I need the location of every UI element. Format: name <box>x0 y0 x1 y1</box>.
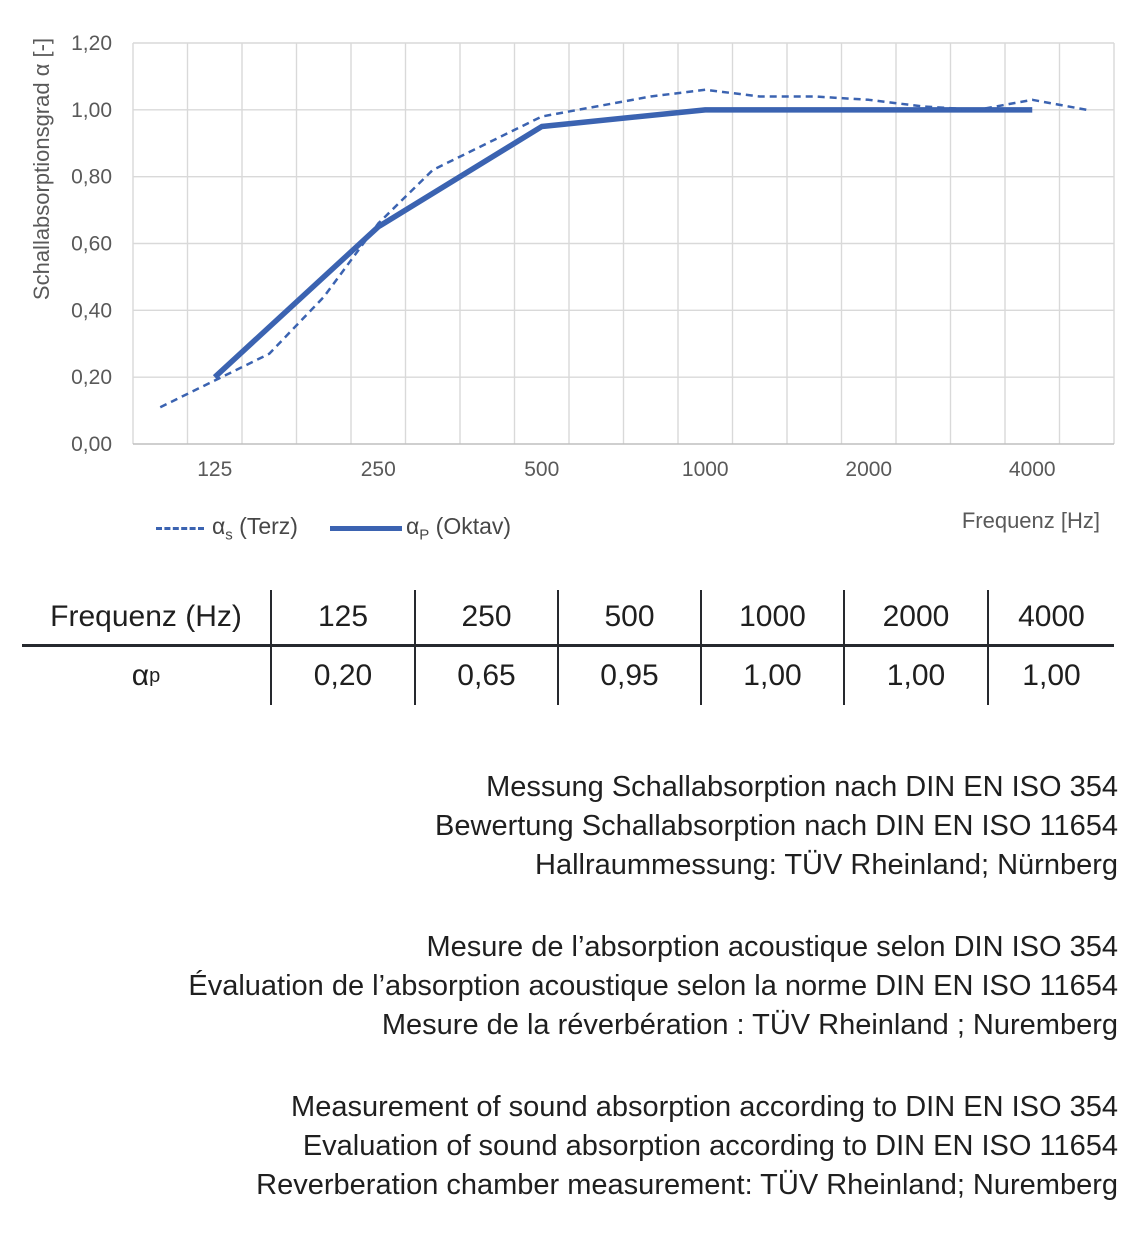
svg-text:0,00: 0,00 <box>71 433 112 456</box>
note-line: Évaluation de l’absorption acoustique selon la norme DIN EN ISO 11654 <box>188 970 1118 1002</box>
table-header-250: 250 <box>414 590 557 647</box>
table-row-label-alpha-p: α p <box>131 659 161 692</box>
table-value-2000: 1,00 <box>843 647 987 705</box>
table-value-500: 0,95 <box>557 647 700 705</box>
legend-label-alpha-p: $\alpha_P$ (Oktav) <box>405 512 512 544</box>
legend-item-alpha-s <box>156 513 298 544</box>
note-line: Bewertung Schallabsorption nach DIN EN ISO 11654 <box>435 810 1118 842</box>
absorption-table <box>22 590 1114 705</box>
dashed-line-sample <box>156 527 204 530</box>
svg-text:2000: 2000 <box>845 458 893 481</box>
table-value-1000: 1,00 <box>700 647 843 705</box>
note-line: Hallraummessung: TÜV Rheinland; Nürnberg <box>535 849 1118 881</box>
table-header-4000: 4000 <box>987 590 1114 647</box>
table-value-4000: 1,00 <box>987 647 1114 705</box>
notes-german <box>0 768 1118 885</box>
svg-text:0,20: 0,20 <box>71 366 112 390</box>
table-value-250: 0,65 <box>414 647 557 705</box>
table-header-125: 125 <box>270 590 414 647</box>
gridlines <box>133 43 1114 444</box>
y-tick-labels <box>71 32 112 456</box>
table-value-125: 0,20 <box>270 647 414 705</box>
svg-text:500: 500 <box>524 458 560 481</box>
chart-canvas <box>0 0 1135 495</box>
x-axis-title: Frequenz [Hz] <box>961 508 1100 533</box>
note-line: Messung Schallabsorption nach DIN EN ISO 354 <box>486 771 1118 803</box>
legend-item-alpha-p <box>330 513 511 544</box>
svg-text:1000: 1000 <box>681 458 729 481</box>
svg-text:4000: 4000 <box>1008 458 1056 481</box>
note-line: Mesure de la réverbération : TÜV Rheinland ; Nuremberg <box>381 1009 1118 1041</box>
svg-text:1,20: 1,20 <box>71 32 112 55</box>
note-line: Mesure de l’absorption acoustique selon DIN ISO 354 <box>426 931 1118 963</box>
svg-text:0,60: 0,60 <box>71 232 112 256</box>
svg-text:0,80: 0,80 <box>71 165 112 189</box>
table-header-frequency: Frequenz (Hz) <box>22 590 270 647</box>
table-header-500: 500 <box>557 590 700 647</box>
solid-line-sample <box>330 526 402 531</box>
svg-text:125: 125 <box>197 458 233 481</box>
chart-legend <box>156 512 511 544</box>
note-line: Evaluation of sound absorption according to DIN EN ISO 11654 <box>302 1130 1118 1162</box>
svg-text:0,40: 0,40 <box>71 299 112 323</box>
table-header-1000: 1000 <box>700 590 843 647</box>
sound-absorption-chart <box>0 0 1135 495</box>
y-axis-title: Schallabsorptionsgrad α [-] <box>29 37 54 301</box>
table-header-2000: 2000 <box>843 590 987 647</box>
notes-english <box>0 1088 1118 1205</box>
svg-text:250: 250 <box>360 458 396 481</box>
svg-text:1,00: 1,00 <box>71 98 112 122</box>
x-tick-labels <box>197 458 1055 481</box>
note-line: Measurement of sound absorption according to DIN EN ISO 354 <box>291 1091 1118 1123</box>
legend-label-alpha-s: $\alpha_s$ (Terz) <box>212 512 298 544</box>
notes-french <box>0 928 1118 1045</box>
note-line: Reverberation chamber measurement: TÜV Rheinland; Nuremberg <box>256 1169 1118 1201</box>
